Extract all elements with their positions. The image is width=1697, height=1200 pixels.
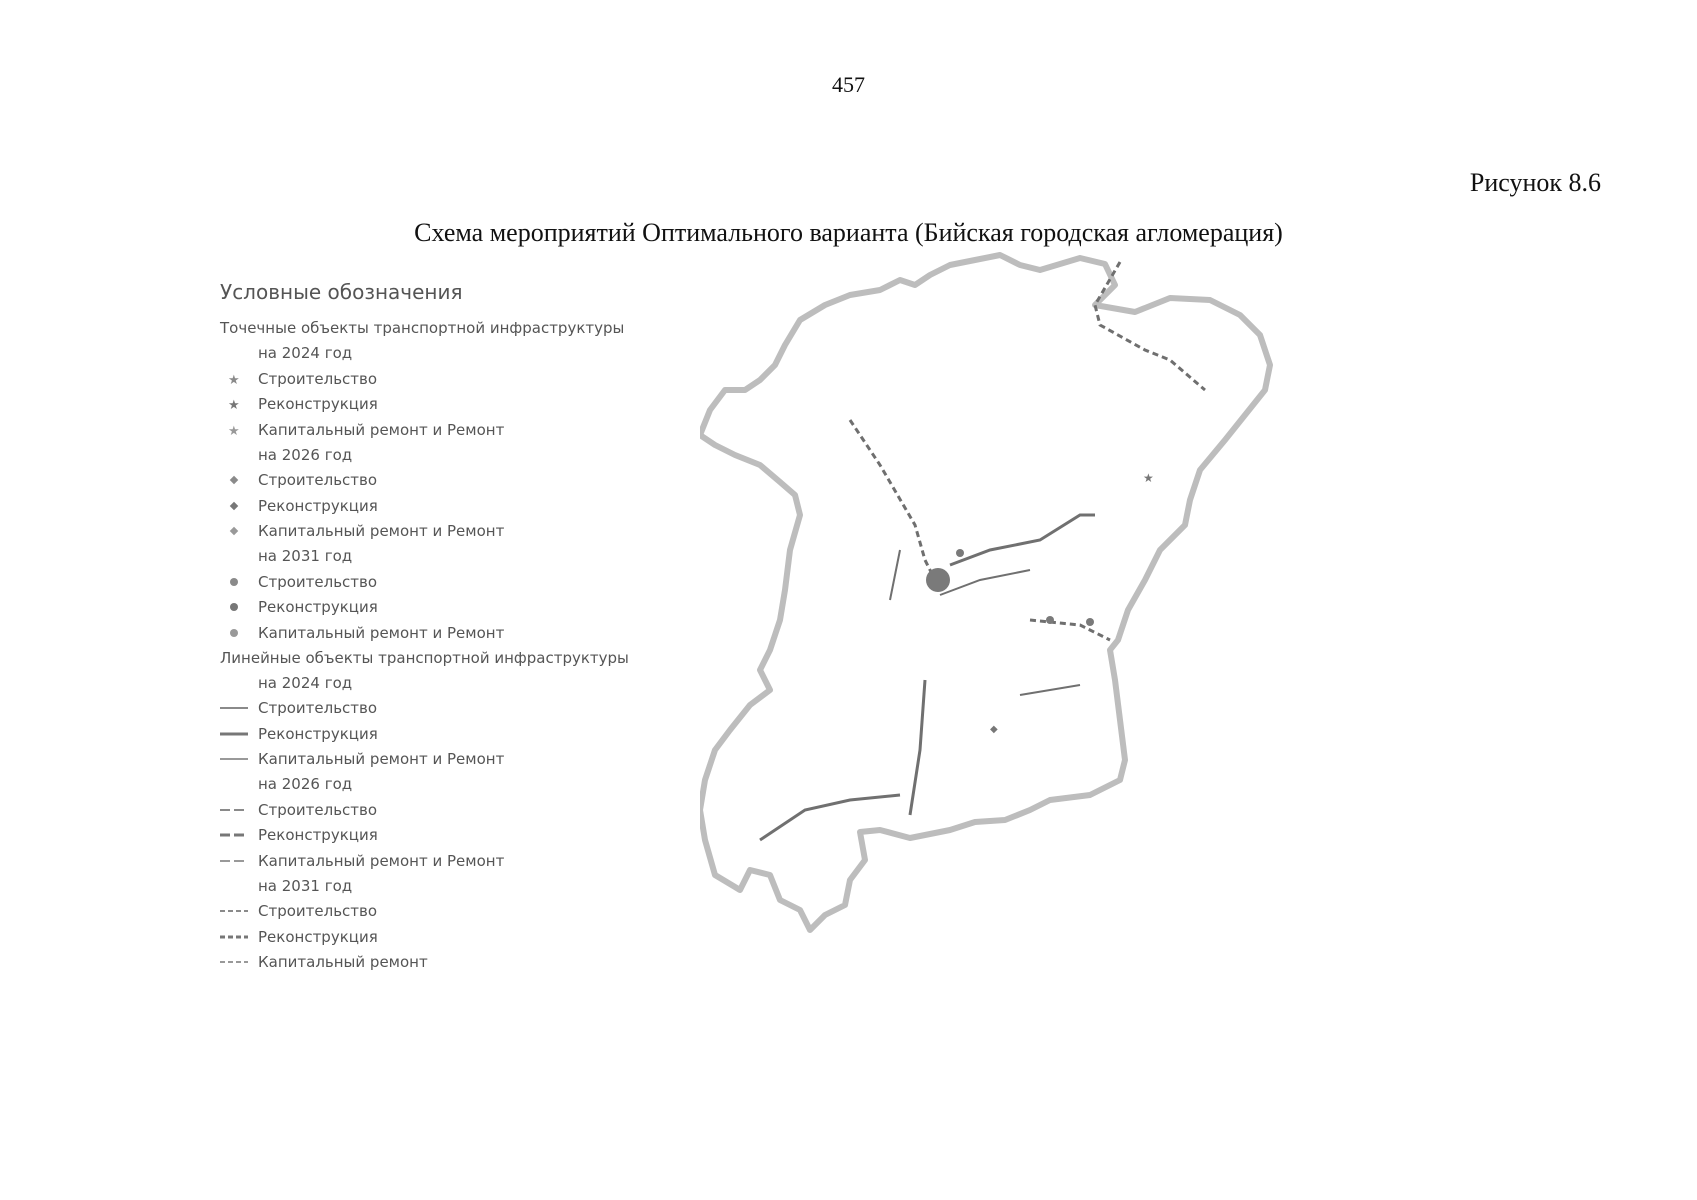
legend-point-group: Точечные объекты транспортной инфраструктуры xyxy=(220,319,625,337)
site-marker xyxy=(1086,618,1094,626)
road-northwest-dashed xyxy=(850,420,940,590)
figure-label: Рисунок 8.6 xyxy=(1469,168,1601,197)
legend-item xyxy=(220,468,640,494)
site-marker xyxy=(956,549,964,557)
road-south-solid xyxy=(910,680,925,815)
page-number: 457 xyxy=(832,72,865,97)
road-east-dashed xyxy=(1030,620,1110,640)
legend-item xyxy=(220,519,640,545)
legend-item-label: Строительство xyxy=(258,471,378,490)
svg-text:★: ★ xyxy=(228,398,240,412)
road-west-short xyxy=(890,550,900,600)
legend-item xyxy=(220,620,640,646)
legend-item xyxy=(220,899,640,925)
legend-item-label: Капитальный ремонт и Ремонт xyxy=(258,623,505,642)
star-icon xyxy=(220,420,248,440)
legend-item xyxy=(220,848,640,874)
legend-item-label: Строительство xyxy=(258,369,378,388)
star-icon xyxy=(220,369,248,389)
territory-boundary xyxy=(700,255,1270,930)
road-southeast-solid xyxy=(1020,685,1080,695)
agglomeration-map xyxy=(700,250,1320,1020)
legend-item-label: Строительство xyxy=(258,902,378,921)
diamond-marker: ◆ xyxy=(990,724,998,735)
legend-item-label: Капитальный ремонт xyxy=(258,953,428,972)
legend-item xyxy=(220,721,640,747)
figure-title: Схема мероприятий Оптимального варианта (Бийская городская агломерация) xyxy=(414,218,1283,247)
legend-item xyxy=(220,417,640,443)
star-marker: ★ xyxy=(1143,471,1154,485)
map-legend xyxy=(220,280,640,975)
short-dash-icon xyxy=(220,952,248,972)
solid-icon xyxy=(220,749,248,769)
legend-item-label: Капитальный ремонт и Ремонт xyxy=(258,522,505,541)
circle-icon xyxy=(220,572,248,592)
legend-item xyxy=(220,797,640,823)
diamond-icon xyxy=(220,470,248,490)
legend-item-label: Строительство xyxy=(258,572,378,591)
legend-item-label: Реконструкция xyxy=(258,598,378,617)
long-dash-icon xyxy=(220,851,248,871)
legend-title: Условные обозначения xyxy=(220,280,463,304)
legend-item xyxy=(220,493,640,519)
legend-point-sections xyxy=(220,341,640,646)
svg-text:★: ★ xyxy=(228,423,240,437)
legend-item-label: Строительство xyxy=(258,800,378,819)
legend-item-label: Реконструкция xyxy=(258,395,378,414)
legend-year: на 2026 год xyxy=(258,775,353,793)
legend-item-label: Реконструкция xyxy=(258,826,378,845)
legend-year: на 2026 год xyxy=(258,445,353,464)
legend-item xyxy=(220,595,640,621)
short-dash-icon xyxy=(220,901,248,921)
legend-item-label: Реконструкция xyxy=(258,496,378,515)
long-dash-icon xyxy=(220,800,248,820)
road-central-solid xyxy=(940,570,1030,595)
legend-item xyxy=(220,366,640,392)
legend-line-sections xyxy=(220,671,640,976)
legend-item xyxy=(220,696,640,722)
svg-text:★: ★ xyxy=(228,372,240,386)
legend-item-label: Капитальный ремонт и Ремонт xyxy=(258,851,505,870)
legend-item-label: Реконструкция xyxy=(258,724,378,743)
legend-item xyxy=(220,569,640,595)
star-icon xyxy=(220,394,248,414)
road-west-solid xyxy=(760,795,900,840)
legend-item-label: Капитальный ремонт и Ремонт xyxy=(258,420,505,439)
long-dash-icon xyxy=(220,825,248,845)
legend-year: на 2024 год xyxy=(258,673,353,692)
short-dash-icon xyxy=(220,927,248,947)
circle-icon xyxy=(220,597,248,617)
legend-item-label: Реконструкция xyxy=(258,927,378,946)
city-marker xyxy=(926,568,950,592)
solid-icon xyxy=(220,698,248,718)
legend-item xyxy=(220,392,640,418)
legend-item xyxy=(220,823,640,849)
legend-item-label: Капитальный ремонт и Ремонт xyxy=(258,750,505,769)
circle-icon xyxy=(220,623,248,643)
legend-item-label: Строительство xyxy=(258,699,378,718)
legend-item xyxy=(220,950,640,976)
legend-year: на 2031 год xyxy=(258,876,353,895)
site-marker xyxy=(1046,616,1054,624)
legend-line-group: Линейные объекты транспортной инфраструктуры xyxy=(220,648,629,667)
diamond-icon xyxy=(220,496,248,516)
legend-item xyxy=(220,924,640,950)
diamond-icon xyxy=(220,521,248,541)
road-east-solid xyxy=(950,515,1095,565)
solid-icon xyxy=(220,724,248,744)
legend-item xyxy=(220,747,640,773)
legend-year: на 2024 год xyxy=(258,344,353,362)
legend-year: на 2031 год xyxy=(258,547,353,565)
